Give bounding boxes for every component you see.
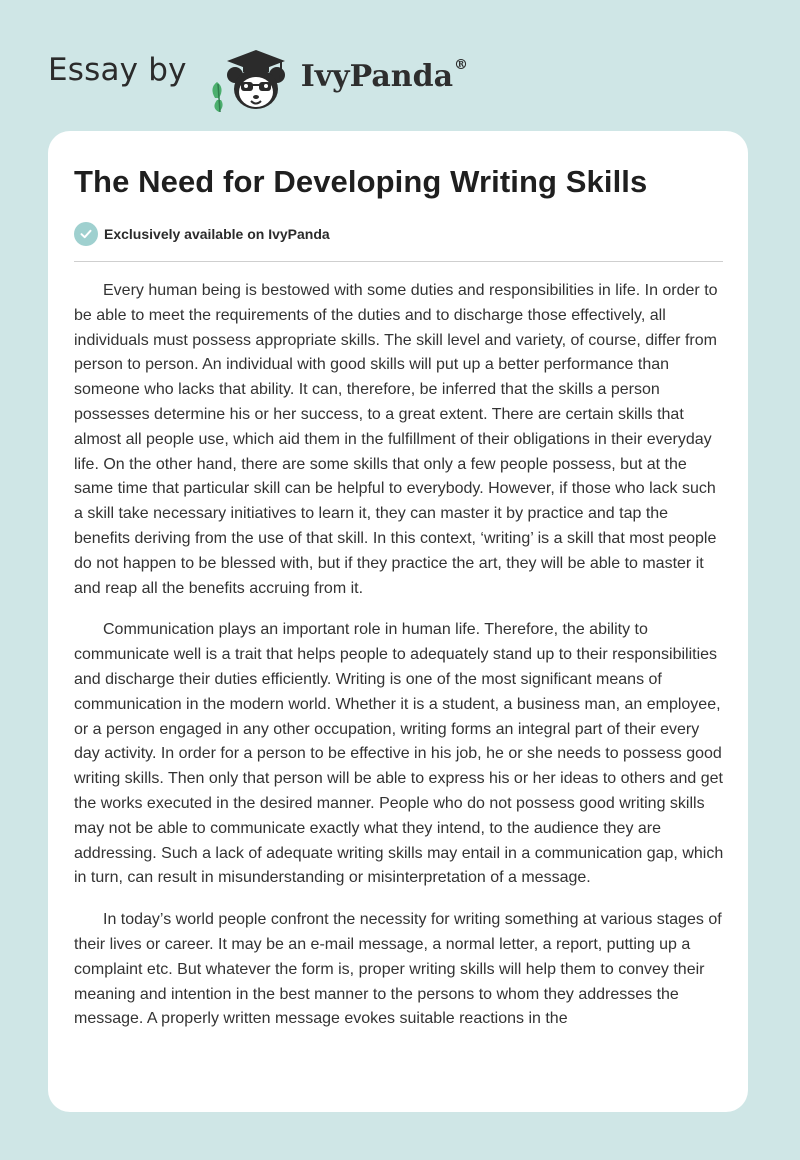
essay-by-label: Essay by — [48, 52, 187, 88]
panda-graduate-icon — [205, 36, 295, 116]
divider — [74, 261, 723, 262]
registered-mark: ® — [454, 56, 469, 73]
essay-body — [74, 279, 726, 1049]
leaf-icon — [212, 82, 222, 112]
exclusive-label: Exclusively available on IvyPanda — [104, 226, 330, 242]
paragraph: In today’s world people confront the necessity for writing something at various stages of their lives or career. It may be an e-mail message, a normal letter, a report, putting up a complaint etc. But whatever the form is, proper writing skills will help them to convey their meaning and intention in the best manner to the persons to whom they addresses the message. A properly written message evokes suitable reactions in the — [74, 911, 722, 1028]
essay-card — [48, 131, 748, 1112]
paragraph: Communication plays an important role in human life. Therefore, the ability to communicate well is a trait that helps people to adequately stand up to their responsibilities and discharge their duties efficiently. Writing is one of the most significant means of communication in the modern world. Whether it is a student, a business man, an employee, or a person engaged in any other occupation, writing forms an integral part of their every day activity. In order for a person to be effective in his job, he or she needs to possess good writing skills. Then only that person will be able to express his or her ideas to others and get the works executed in the desired manner. People who do not possess good writing skills may not be able to communicate exactly what they intend, to the audience they are addressing. Such a lack of adequate writing skills may entail in a communication gap, which in turn, can result in misunderstanding or misinterpretation of a message. — [74, 621, 724, 887]
brand-name: IvyPanda® — [300, 56, 469, 94]
exclusive-badge — [74, 222, 330, 246]
site-header — [48, 36, 468, 116]
check-icon — [74, 222, 98, 246]
page-title: The Need for Developing Writing Skills — [74, 164, 648, 199]
paragraph: Every human being is bestowed with some duties and responsibilities in life. In order to be able to meet the requirements of the duties and to discharge those effectively, all individuals must possess appropriate skills. The skill level and variety, of course, differ from person to person. An individual with good skills will put up a better performance than someone who lacks that ability. It can, therefore, be inferred that the skills a person possesses determine his or her success, to a great extent. There are certain skills that almost all people use, which aid them in the fulfillment of their obligations in their everyday life. On the other hand, there are some skills that only a few people possess, but at the same time that particular skill can be helpful to everybody. However, if those who lack such a skill take necessary initiatives to learn it, they can master it by practice and tap the benefits deriving from the use of that skill. In this context, ‘writing’ is a skill that most people do not happen to be blessed with, but if they practice the art, they will be able to master it and reap all the benefits accruing from it. — [74, 282, 718, 597]
